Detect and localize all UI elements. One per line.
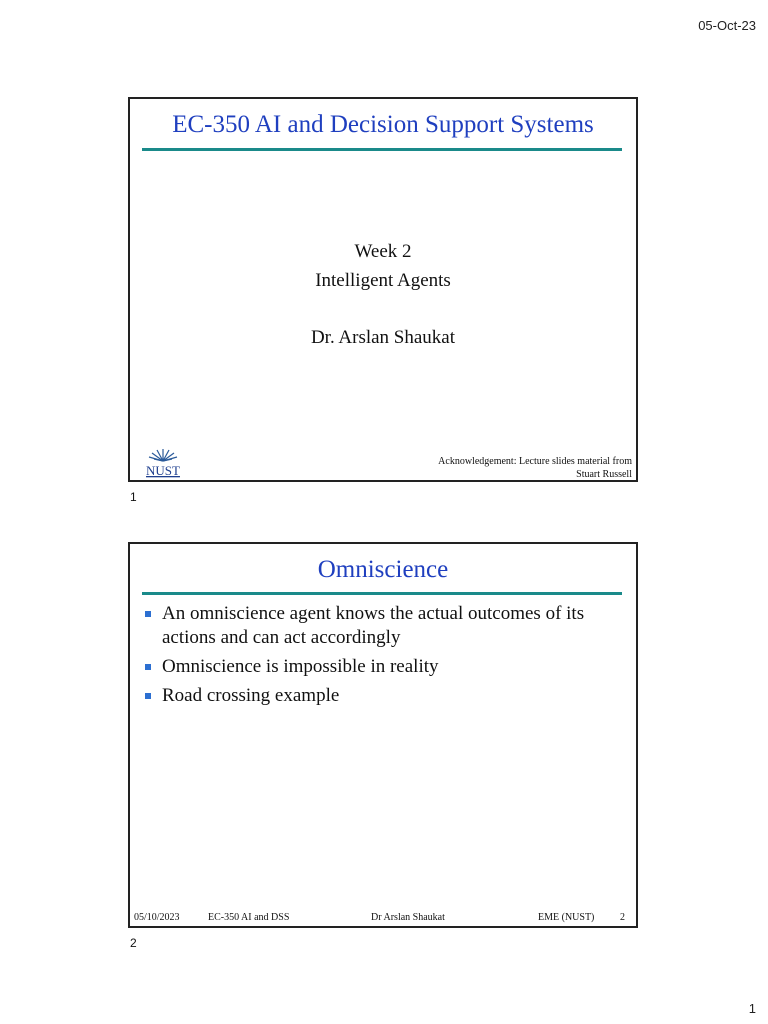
bullet-square-icon	[145, 611, 151, 617]
slide-1-index: 1	[130, 490, 137, 504]
ack-line-2: Stuart Russell	[576, 469, 632, 480]
slide-2-title: Omniscience	[317, 556, 449, 583]
footer-date: 05/10/2023	[134, 912, 180, 923]
slide-1	[128, 97, 638, 482]
bullet-square-icon	[145, 664, 151, 670]
nust-logo	[138, 445, 188, 479]
slide-1-title-rule	[142, 148, 622, 151]
footer-slide-number: 2	[620, 912, 625, 923]
slide-2-title-rule	[142, 592, 622, 595]
footer-dept: EME (NUST)	[538, 912, 595, 923]
page-number: 1	[748, 1001, 756, 1016]
footer-course: EC-350 AI and DSS	[208, 912, 290, 923]
bullet-text: Road crossing example	[162, 685, 340, 706]
slide-1-subtitle: Intelligent Agents	[315, 270, 451, 291]
list-item	[142, 602, 624, 650]
slide-2	[128, 542, 638, 928]
bullet-square-icon	[145, 693, 151, 699]
ack-line-1: Acknowledgement: Lecture slides material from	[438, 456, 632, 467]
list-item	[142, 655, 624, 679]
header-date: 05-Oct-23	[698, 18, 756, 33]
slide-1-week: Week 2	[354, 241, 412, 262]
slide-1-author: Dr. Arslan Shaukat	[310, 327, 456, 348]
bullet-text: Omniscience is impossible in reality	[162, 656, 439, 677]
acknowledgement	[438, 455, 632, 481]
list-item	[142, 684, 624, 708]
slide-1-title: EC-350 AI and Decision Support Systems	[172, 111, 594, 138]
bullet-text: An omniscience agent knows the actual outcomes of its actions and can act accordingly	[162, 603, 585, 648]
slide-2-index: 2	[130, 936, 137, 950]
bullet-list	[142, 602, 624, 713]
nust-logo-text: NUST	[146, 463, 180, 478]
footer-author: Dr Arslan Shaukat	[371, 912, 445, 923]
